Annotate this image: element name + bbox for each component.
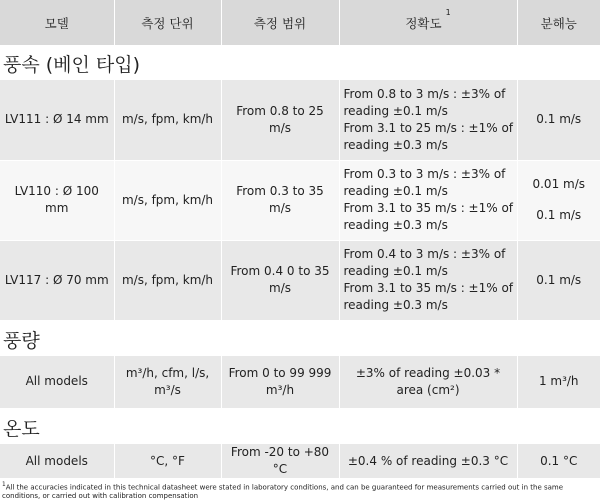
header-accuracy-label: 정확도 — [405, 15, 442, 31]
table-row — [0, 80, 600, 160]
header-accuracy — [339, 0, 517, 45]
table-row — [0, 444, 600, 479]
cell-unit: °C, °F — [114, 444, 221, 479]
accuracy-line: reading ±0.3 m/s — [343, 298, 448, 312]
cell-resolution: 0.1 °C — [517, 444, 600, 479]
header-model: 모델 — [0, 0, 114, 45]
section-header — [0, 409, 600, 445]
table-row — [0, 160, 600, 240]
cell-accuracy: ±0.4 % of reading ±0.3 °C — [339, 444, 517, 479]
cell-accuracy: ±3% of reading ±0.03 * area (cm²) — [339, 356, 517, 409]
section-header — [0, 45, 600, 80]
section-title-air-velocity: 풍속 (베인 타입) — [0, 45, 600, 80]
accuracy-line: From 0.3 to 3 m/s : ±3% of — [343, 167, 506, 181]
cell-resolution: 0.1 m/s — [517, 240, 600, 320]
cell-unit: m³/h, cfm, l/s, m³/s — [114, 356, 221, 409]
table-row — [0, 356, 600, 409]
cell-accuracy — [339, 240, 517, 320]
cell-range: From 0.8 to 25 m/s — [221, 80, 339, 160]
section-title-air-flow: 풍량 — [0, 320, 600, 356]
resolution-value: 0.1 m/s — [536, 208, 582, 222]
cell-model: LV111 : Ø 14 mm — [0, 80, 114, 160]
cell-model: All models — [0, 444, 114, 479]
cell-range: From -20 to +80 °C — [221, 444, 339, 479]
accuracy-line: reading ±0.1 m/s — [343, 184, 448, 198]
section-header — [0, 320, 600, 356]
cell-resolution — [517, 160, 600, 240]
cell-range: From 0.4 0 to 35 m/s — [221, 240, 339, 320]
cell-accuracy — [339, 160, 517, 240]
cell-model: LV110 : Ø 100 mm — [0, 160, 114, 240]
footnote-marker: 1 — [2, 482, 6, 488]
cell-accuracy — [339, 80, 517, 160]
accuracy-line: reading ±0.3 m/s — [343, 218, 448, 232]
table-row — [0, 240, 600, 320]
accuracy-line: From 3.1 to 25 m/s : ±1% of — [343, 120, 514, 135]
accuracy-line: reading ±0.3 m/s — [343, 137, 448, 152]
footnote — [0, 479, 600, 501]
header-unit: 측정 단위 — [114, 0, 221, 45]
footnote-text: All the accuracies indicated in this technical datasheet were stated in laboratory conditions, and can be guaranteed for measurements carried out in the same conditions, or carried out with calibration compensation — [2, 483, 564, 501]
accuracy-line: From 0.4 to 3 m/s : ±3% of — [343, 247, 506, 261]
accuracy-line: From 0.8 to 3 m/s : ±3% of — [343, 86, 506, 101]
footnote-ref: 1 — [445, 7, 451, 17]
cell-unit: m/s, fpm, km/h — [114, 240, 221, 320]
section-title-temperature: 온도 — [0, 409, 600, 445]
accuracy-line: From 3.1 to 35 m/s : ±1% of — [343, 201, 514, 215]
header-range: 측정 범위 — [221, 0, 339, 45]
cell-model: LV117 : Ø 70 mm — [0, 240, 114, 320]
cell-range: From 0 to 99 999 m³/h — [221, 356, 339, 409]
cell-resolution: 0.1 m/s — [517, 80, 600, 160]
cell-unit: m/s, fpm, km/h — [114, 160, 221, 240]
header-resolution: 분해능 — [517, 0, 600, 45]
cell-unit: m/s, fpm, km/h — [114, 80, 221, 160]
accuracy-line: reading ±0.1 m/s — [343, 264, 448, 278]
accuracy-line: reading ±0.1 m/s — [343, 103, 448, 118]
cell-model: All models — [0, 356, 114, 409]
accuracy-line: From 3.1 to 35 m/s : ±1% of — [343, 281, 514, 295]
header-row — [0, 0, 600, 45]
cell-resolution: 1 m³/h — [517, 356, 600, 409]
resolution-value: 0.01 m/s — [532, 177, 586, 191]
cell-range: From 0.3 to 35 m/s — [221, 160, 339, 240]
